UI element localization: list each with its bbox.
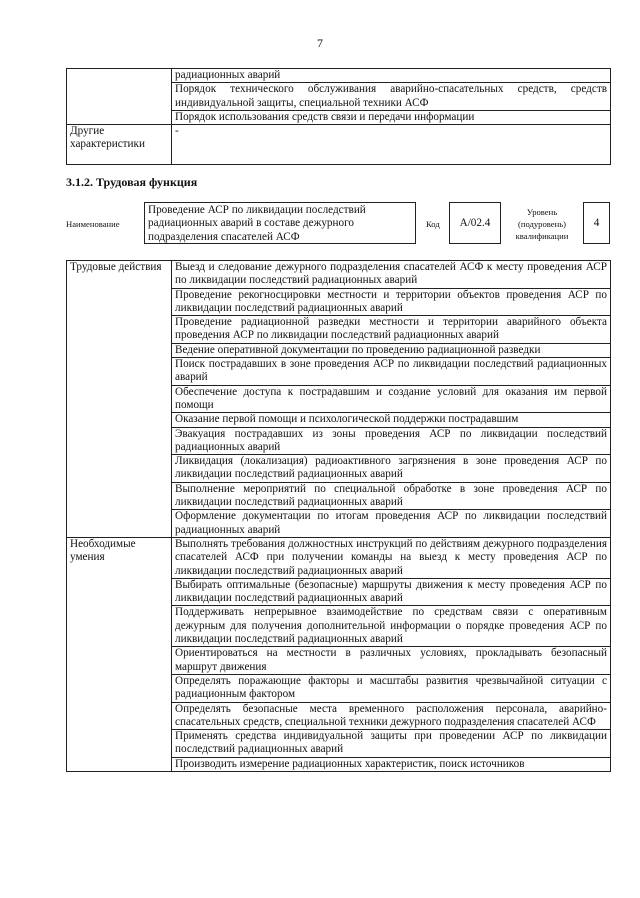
skill-cell: Выполнять требования должностных инструкций по действиям дежурного подразделения спасателей АСФ при получении команды на выезд к месту проведения АСР по ликвидации последствий радиационных аварий	[172, 537, 611, 578]
table-row	[67, 261, 611, 289]
skill-cell: Применять средства индивидуальной защиты при проведении АСР по ликвидации последствий радиационных аварий	[172, 730, 611, 758]
knowledge-cell: Порядок технического обслуживания аварийно-спасательных средств, средств индивидуальной защиты, специальной техники АСФ	[172, 83, 611, 111]
labor-action-cell: Эвакуация пострадавших из зоны проведения АСР по ликвидации последствий радиационных аварий	[172, 427, 611, 455]
other-characteristics-value: -	[172, 125, 611, 165]
previous-function-table	[66, 68, 611, 165]
skill-cell: Определять поражающие факторы и масштабы развития чрезвычайной ситуации с радиационным фактором	[172, 674, 611, 702]
page-number: 7	[317, 36, 323, 50]
labor-action-cell: Оформление документации по итогам проведения АСР по ликвидации последствий радиационных аварий	[172, 510, 611, 538]
skill-cell: Производить измерение радиационных характеристик, поиск источников	[172, 757, 611, 771]
skill-cell: Определять безопасные места временного расположения персонала, аварийно-спасательных средств, специальной техники дежурного подразделения спасателей АСФ	[172, 702, 611, 730]
skill-cell: Выбирать оптимальные (безопасные) маршруты движения к месту проведения АСР по ликвидации последствий радиационных аварий	[172, 578, 611, 606]
row-label	[67, 69, 172, 125]
function-code-box: А/02.4	[449, 202, 501, 244]
code-label: Код	[426, 219, 440, 229]
function-name-box: Проведение АСР по ликвидации последствий радиационных аварий в составе дежурного подразделения спасателей АСФ	[144, 202, 416, 244]
labor-action-cell: Ликвидация (локализация) радиоактивного загрязнения в зоне проведения АСР по ликвидации последствий радиационных аварий	[172, 455, 611, 483]
skill-cell: Поддерживать непрерывное взаимодействие по средствам связи с оперативным дежурным для получения дополнительной информации о порядке проведения АСР по ликвидации последствий радиационных аварий	[172, 606, 611, 647]
labor-function-table	[66, 260, 611, 772]
labor-action-cell: Выполнение мероприятий по специальной обработке в зоне проведения АСР по ликвидации последствий радиационных аварий	[172, 482, 611, 510]
labor-action-cell: Обеспечение доступа к пострадавшим и создание условий для оказания им первой помощи	[172, 385, 611, 413]
section-heading: 3.1.2. Трудовая функция	[66, 175, 198, 189]
knowledge-cell: радиационных аварий	[172, 69, 611, 83]
labor-actions-label: Трудовые действия	[67, 261, 172, 538]
table-row	[67, 537, 611, 578]
name-label: Наименование	[66, 219, 120, 229]
labor-action-cell: Поиск пострадавших в зоне проведения АСР по ликвидации последствий радиационных аварий	[172, 358, 611, 386]
other-characteristics-label: Другие характеристики	[67, 125, 172, 165]
labor-action-cell: Ведение оперативной документации по проведению радиационной разведки	[172, 343, 611, 357]
qualification-level-label: Уровень (подуровень) квалификации	[515, 207, 569, 241]
table-row	[67, 125, 611, 165]
labor-action-cell: Выезд и следование дежурного подразделения спасателей АСФ к месту проведения АСР по ликвидации последствий радиационных аварий	[172, 261, 611, 289]
skills-label: Необходимые умения	[67, 537, 172, 771]
labor-action-cell: Проведение радиационной разведки местности и территории аварийного объекта проведения АСР по ликвидации последствий радиационных аварий	[172, 316, 611, 344]
skill-cell: Ориентироваться на местности в различных условиях, прокладывать безопасный маршрут движения	[172, 647, 611, 675]
table-row	[67, 69, 611, 83]
knowledge-cell: Порядок использования средств связи и передачи информации	[172, 110, 611, 124]
qualification-level-box: 4	[583, 202, 610, 244]
labor-action-cell: Оказание первой помощи и психологической поддержки пострадавшим	[172, 413, 611, 427]
labor-action-cell: Проведение рекогносцировки местности и территории объектов проведения АСР по ликвидации последствий радиационных аварий	[172, 288, 611, 316]
